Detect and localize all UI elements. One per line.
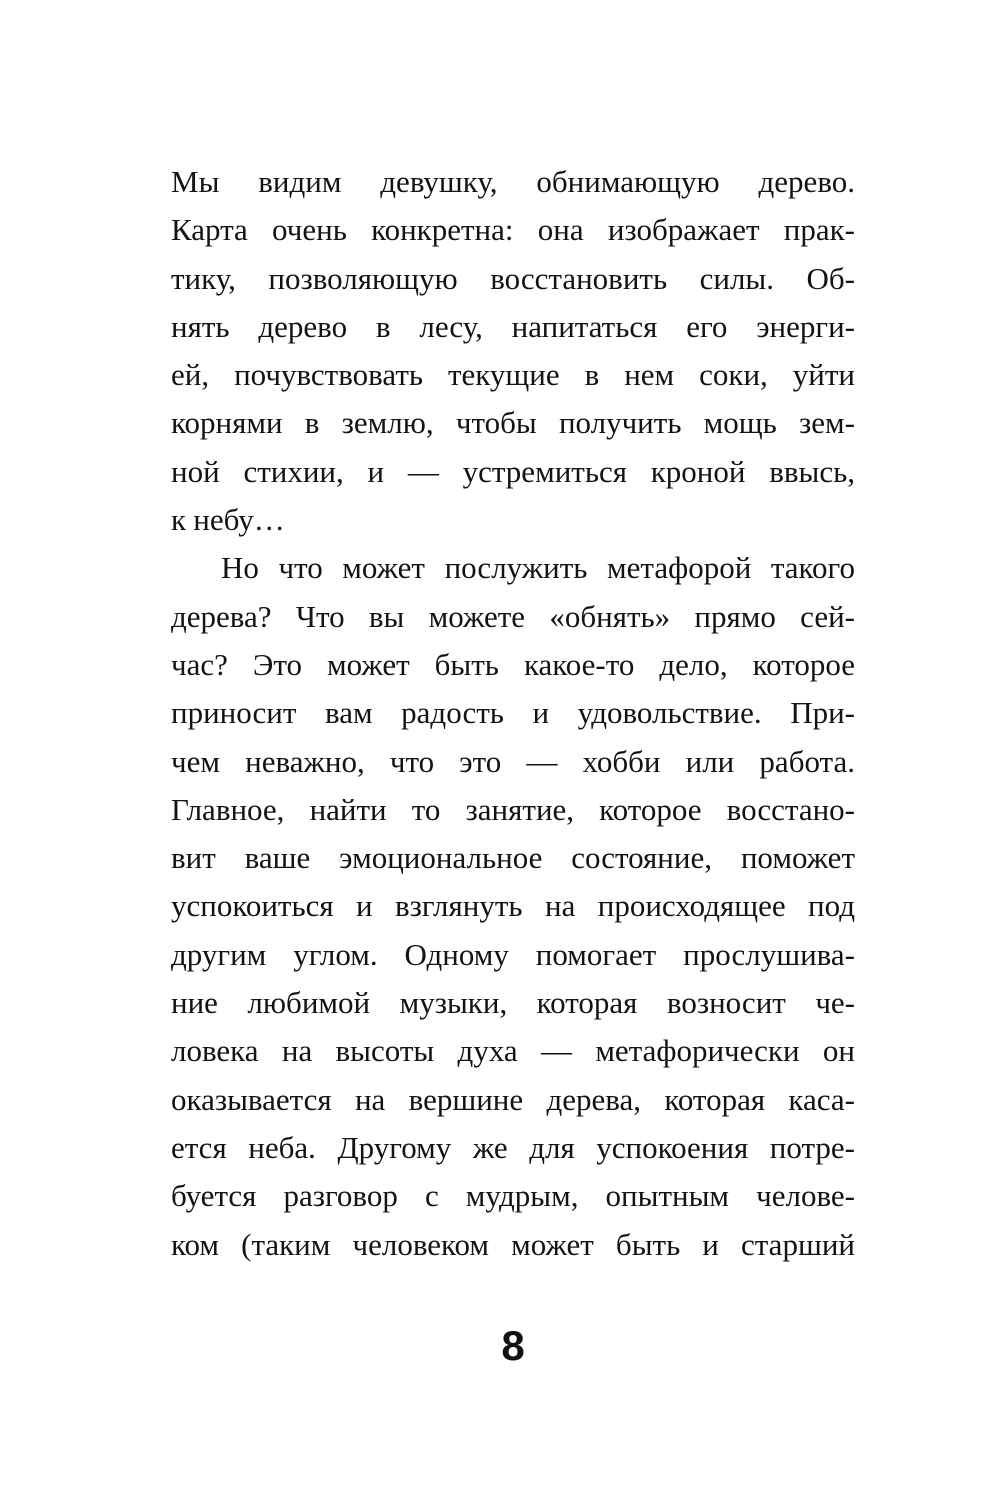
page-number: 8 bbox=[501, 1322, 525, 1369]
text-line: успокоиться и взглянуть на происходящее под bbox=[171, 888, 855, 924]
text-line: приносит вам радость и удовольствие. При- bbox=[171, 695, 855, 731]
text-line: к небу… bbox=[171, 502, 285, 538]
text-line: чем неважно, что это — хобби или работа. bbox=[171, 743, 855, 779]
text-line: ние любимой музыки, которая возносит че- bbox=[171, 985, 855, 1021]
text-line: оказывается на вершине дерева, которая каса- bbox=[171, 1081, 855, 1117]
text-line: корнями в землю, чтобы получить мощь зем- bbox=[171, 405, 855, 441]
text-line: другим углом. Одному помогает прослушива- bbox=[171, 936, 855, 972]
text-line: нять дерево в лесу, напитаться его энерги- bbox=[171, 308, 855, 344]
text-line: буется разговор с мудрым, опытным челове- bbox=[171, 1178, 855, 1214]
text-line: ком (таким человеком может быть и старший bbox=[171, 1226, 855, 1262]
text-line: дерева? Что вы можете «обнять» прямо сей- bbox=[171, 598, 855, 634]
text-line: ловека на высоты духа — метафорически он bbox=[171, 1033, 855, 1069]
text-line: Карта очень конкретна: она изображает прак- bbox=[171, 212, 855, 248]
text-line: ей, почувствовать текущие в нем соки, уйти bbox=[171, 357, 855, 393]
text-line: ется неба. Другому же для успокоения потре- bbox=[171, 1129, 855, 1165]
text-line: тику, позволяющую восстановить силы. Об- bbox=[171, 260, 855, 296]
page-text bbox=[171, 158, 855, 1269]
text-line: ной стихии, и — устремиться кроной ввысь, bbox=[171, 453, 855, 489]
text-line: Но что может послужить метафорой такого bbox=[221, 550, 855, 586]
text-line: Мы видим девушку, обнимающую дерево. bbox=[171, 164, 855, 199]
text-line: час? Это может быть какое-то дело, которое bbox=[171, 646, 855, 682]
text-line: Главное, найти то занятие, которое восстано- bbox=[171, 791, 855, 827]
text-line: вит ваше эмоциональное состояние, поможет bbox=[171, 840, 855, 876]
